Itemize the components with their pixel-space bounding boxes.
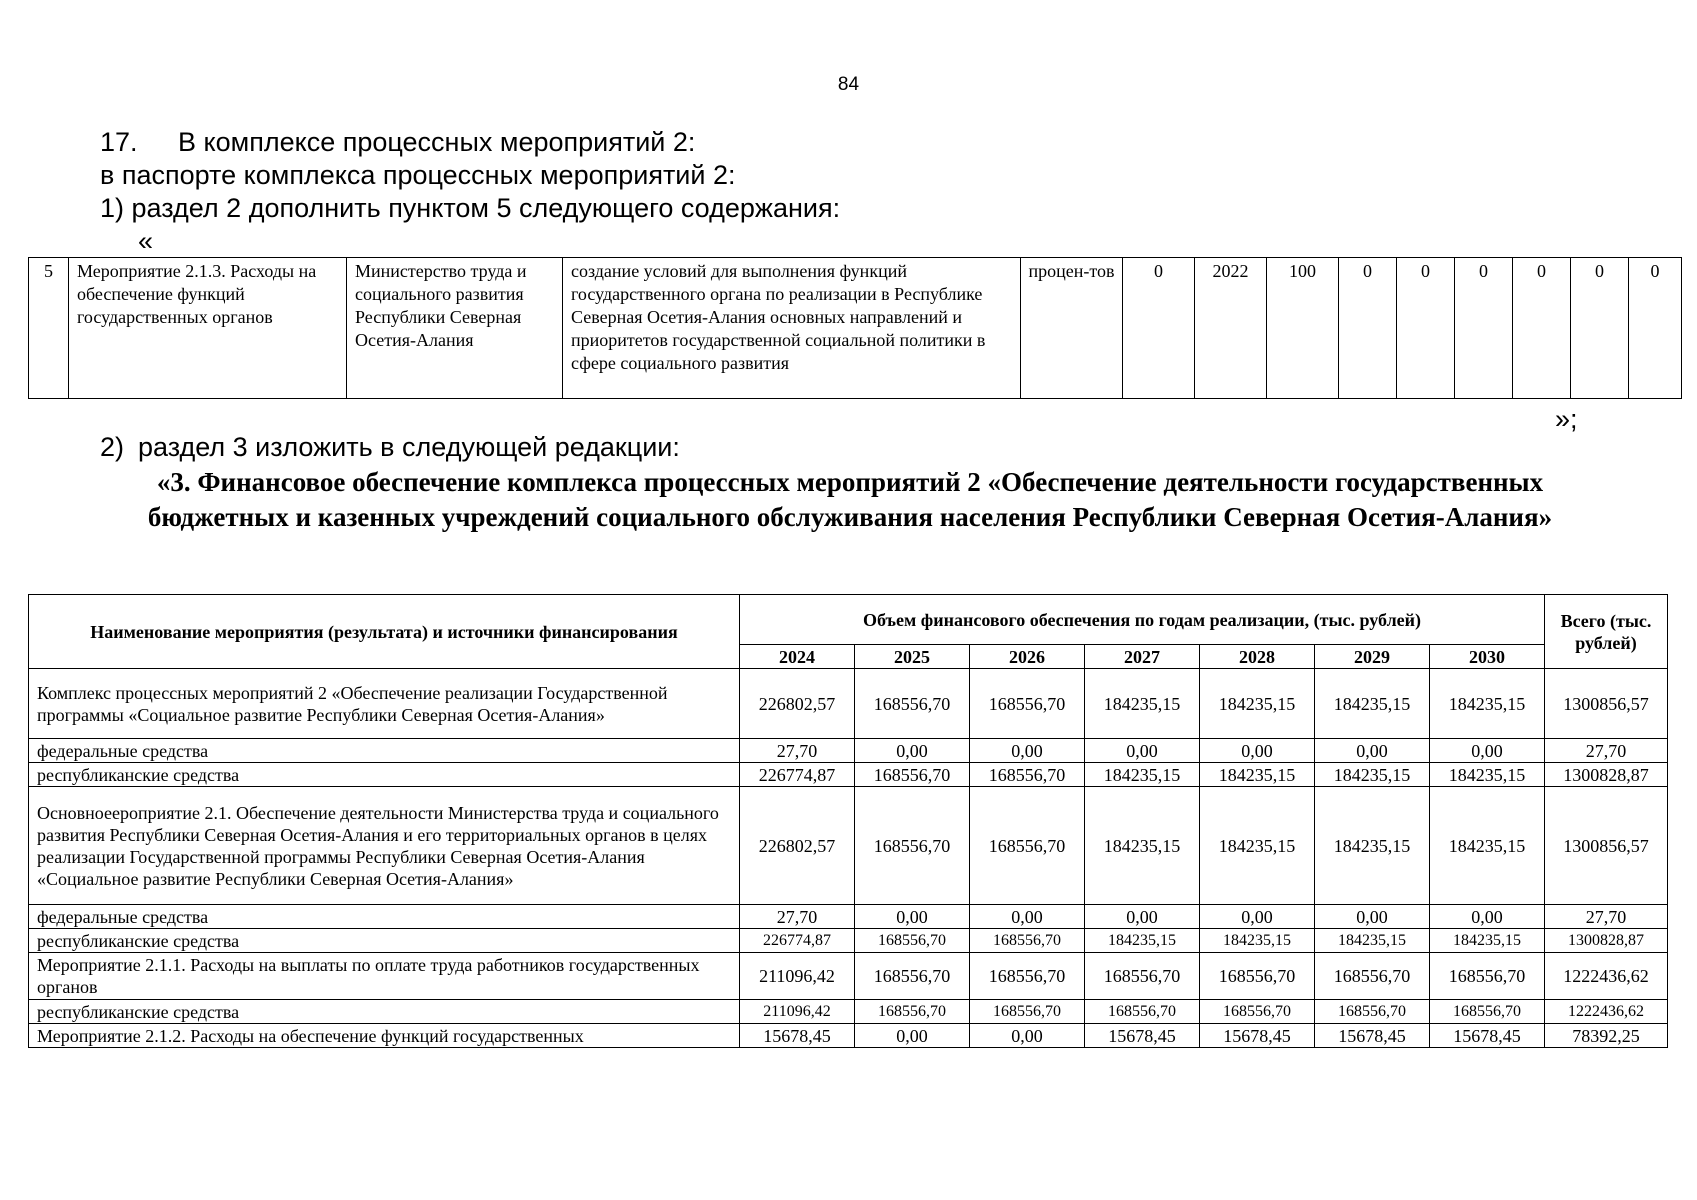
total-cell: 1300856,57	[1545, 669, 1668, 739]
total-cell: 1300828,87	[1545, 763, 1668, 787]
value-cell: 184235,15	[1085, 787, 1200, 905]
value-cell: 168556,70	[970, 1000, 1085, 1024]
value-cell: 168556,70	[1200, 953, 1315, 1000]
open-quote: «	[138, 226, 154, 256]
header-year: 2029	[1315, 645, 1430, 669]
total-cell: 1222436,62	[1545, 1000, 1668, 1024]
value-cell: 168556,70	[970, 669, 1085, 739]
value-cell: 184235,15	[1085, 763, 1200, 787]
value-cell: 211096,42	[740, 953, 855, 1000]
table-row	[29, 669, 1668, 739]
value-cell: 0	[1339, 258, 1397, 399]
value-cell: 168556,70	[1200, 1000, 1315, 1024]
value-cell: 184235,15	[1200, 763, 1315, 787]
item-text: В комплексе процессных мероприятий 2:	[178, 127, 696, 157]
intro-line-1	[100, 126, 840, 159]
row-name: Основноеероприятие 2.1. Обеспечение деятельности Министерства труда и социального развития Республики Северная Осетия-Алания и его территориальных органов в целях реализации Государственной программы Республики Северная Осетия-Алания «Социальное развитие Республики Северная Осетия-Алания»	[29, 787, 740, 905]
row-name: Мероприятие 2.1.1. Расходы на выплаты по оплате труда работников государственных органов	[29, 953, 740, 1000]
header-year: 2024	[740, 645, 855, 669]
value-cell: 0,00	[970, 739, 1085, 763]
table-row	[29, 929, 1668, 953]
closing-quote: »;	[1555, 404, 1578, 434]
value-cell: 184235,15	[1430, 787, 1545, 905]
value-cell: 168556,70	[855, 669, 970, 739]
value-cell: 0	[1397, 258, 1455, 399]
value-cell: 0,00	[1315, 905, 1430, 929]
value-cell: 184235,15	[1430, 669, 1545, 739]
base-year: 2022	[1195, 258, 1267, 399]
point2-number: 2)	[100, 432, 125, 462]
value-cell: 0,00	[855, 1024, 970, 1048]
base-value: 0	[1123, 258, 1195, 399]
finance-table	[28, 594, 1668, 1048]
value-cell: 168556,70	[1315, 1000, 1430, 1024]
value-cell: 184235,15	[1315, 929, 1430, 953]
section-heading: «3. Финансовое обеспечение комплекса процессных мероприятий 2 «Обеспечение деятельности государственных бюджетных и казенных учреждений социального обслуживания населения Республики Северная Осетия-Алания»	[147, 467, 1553, 532]
value-cell: 226802,57	[740, 787, 855, 905]
value-cell: 168556,70	[855, 1000, 970, 1024]
value-cell: 0,00	[1085, 905, 1200, 929]
value-cell: 15678,45	[1315, 1024, 1430, 1048]
header-row	[29, 595, 1668, 645]
header-year: 2025	[855, 645, 970, 669]
value-cell: 226802,57	[740, 669, 855, 739]
measure-name: Мероприятие 2.1.3. Расходы на обеспечение функций государственных органов	[69, 258, 347, 399]
table-row	[29, 905, 1668, 929]
value-cell: 168556,70	[1430, 953, 1545, 1000]
value-cell: 168556,70	[970, 953, 1085, 1000]
row-number: 5	[29, 258, 69, 399]
value-cell: 0,00	[855, 905, 970, 929]
total-cell: 1300828,87	[1545, 929, 1668, 953]
header-year: 2027	[1085, 645, 1200, 669]
intro-block	[100, 126, 840, 258]
table-row	[29, 1000, 1668, 1024]
measure-description: создание условий для выполнения функций государственного органа по реализации в Республике Северная Осетия-Алания основных направлений и приоритетов государственной социальной политики в сфере социального развития	[563, 258, 1021, 399]
value-cell: 0,00	[970, 1024, 1085, 1048]
page-number: 84	[837, 74, 860, 95]
row-name: республиканские средства	[29, 929, 740, 953]
value-cell: 27,70	[740, 739, 855, 763]
table-row	[29, 1024, 1668, 1048]
table-row	[29, 787, 1668, 905]
row-name: республиканские средства	[29, 763, 740, 787]
value-cell: 0,00	[1430, 739, 1545, 763]
value-cell: 168556,70	[1085, 953, 1200, 1000]
passport-table	[28, 257, 1682, 399]
value-cell: 0,00	[970, 905, 1085, 929]
value-cell: 168556,70	[1315, 953, 1430, 1000]
value-cell: 168556,70	[970, 929, 1085, 953]
intro-line-2: в паспорте комплекса процессных мероприятий 2:	[100, 160, 736, 190]
table-row	[29, 258, 1682, 399]
row-name: республиканские средства	[29, 1000, 740, 1024]
value-cell: 168556,70	[1430, 1000, 1545, 1024]
intro-line-3	[100, 192, 840, 225]
value-cell: 168556,70	[855, 953, 970, 1000]
point1-number: 1)	[100, 193, 125, 223]
header-name-col: Наименование мероприятия (результата) и источники финансирования	[29, 595, 740, 669]
header-year: 2028	[1200, 645, 1315, 669]
row-name: федеральные средства	[29, 905, 740, 929]
value-cell: 15678,45	[740, 1024, 855, 1048]
unit: процен-тов	[1021, 258, 1123, 399]
value-cell: 0	[1629, 258, 1682, 399]
header-year: 2030	[1430, 645, 1545, 669]
value-cell: 15678,45	[1085, 1024, 1200, 1048]
value-cell: 0,00	[1085, 739, 1200, 763]
value-cell: 168556,70	[1085, 1000, 1200, 1024]
row-name: федеральные средства	[29, 739, 740, 763]
table-row	[29, 739, 1668, 763]
value-cell: 100	[1267, 258, 1339, 399]
value-cell: 0,00	[1200, 905, 1315, 929]
table-row	[29, 953, 1668, 1000]
value-cell: 184235,15	[1085, 929, 1200, 953]
value-cell: 15678,45	[1200, 1024, 1315, 1048]
value-cell: 184235,15	[1430, 763, 1545, 787]
value-cell: 168556,70	[970, 787, 1085, 905]
value-cell: 0,00	[855, 739, 970, 763]
value-cell: 15678,45	[1430, 1024, 1545, 1048]
header-total-col: Всего (тыс. рублей)	[1545, 595, 1668, 669]
value-cell: 184235,15	[1315, 669, 1430, 739]
total-cell: 1222436,62	[1545, 953, 1668, 1000]
header-volume-col: Объем финансового обеспечения по годам реализации, (тыс. рублей)	[740, 595, 1545, 645]
value-cell: 0,00	[1315, 739, 1430, 763]
value-cell: 184235,15	[1315, 787, 1430, 905]
row-name: Комплекс процессных мероприятий 2 «Обеспечение реализации Государственной программы «Социальное развитие Республики Северная Осетия-Алания»	[29, 669, 740, 739]
value-cell: 0	[1455, 258, 1513, 399]
total-cell: 27,70	[1545, 739, 1668, 763]
total-cell: 1300856,57	[1545, 787, 1668, 905]
value-cell: 0,00	[1200, 739, 1315, 763]
value-cell: 184235,15	[1200, 669, 1315, 739]
value-cell: 0	[1513, 258, 1571, 399]
point2-line	[100, 432, 680, 463]
value-cell: 168556,70	[855, 763, 970, 787]
table-row	[29, 763, 1668, 787]
value-cell: 226774,87	[740, 763, 855, 787]
point1-text: раздел 2 дополнить пунктом 5 следующего содержания:	[131, 193, 841, 223]
total-cell: 27,70	[1545, 905, 1668, 929]
value-cell: 0,00	[1430, 905, 1545, 929]
value-cell: 168556,70	[855, 929, 970, 953]
point2-text: раздел 3 изложить в следующей редакции:	[138, 432, 680, 462]
value-cell: 226774,87	[740, 929, 855, 953]
item-number: 17.	[100, 127, 138, 157]
value-cell: 184235,15	[1200, 787, 1315, 905]
value-cell: 184235,15	[1430, 929, 1545, 953]
row-name: Мероприятие 2.1.2. Расходы на обеспечение функций государственных	[29, 1024, 740, 1048]
header-year: 2026	[970, 645, 1085, 669]
value-cell: 168556,70	[855, 787, 970, 905]
responsible-executor: Министерство труда и социального развития Республики Северная Осетия-Алания	[347, 258, 563, 399]
value-cell: 211096,42	[740, 1000, 855, 1024]
total-cell: 78392,25	[1545, 1024, 1668, 1048]
value-cell: 184235,15	[1200, 929, 1315, 953]
value-cell: 184235,15	[1085, 669, 1200, 739]
value-cell: 168556,70	[970, 763, 1085, 787]
value-cell: 27,70	[740, 905, 855, 929]
value-cell: 0	[1571, 258, 1629, 399]
value-cell: 184235,15	[1315, 763, 1430, 787]
